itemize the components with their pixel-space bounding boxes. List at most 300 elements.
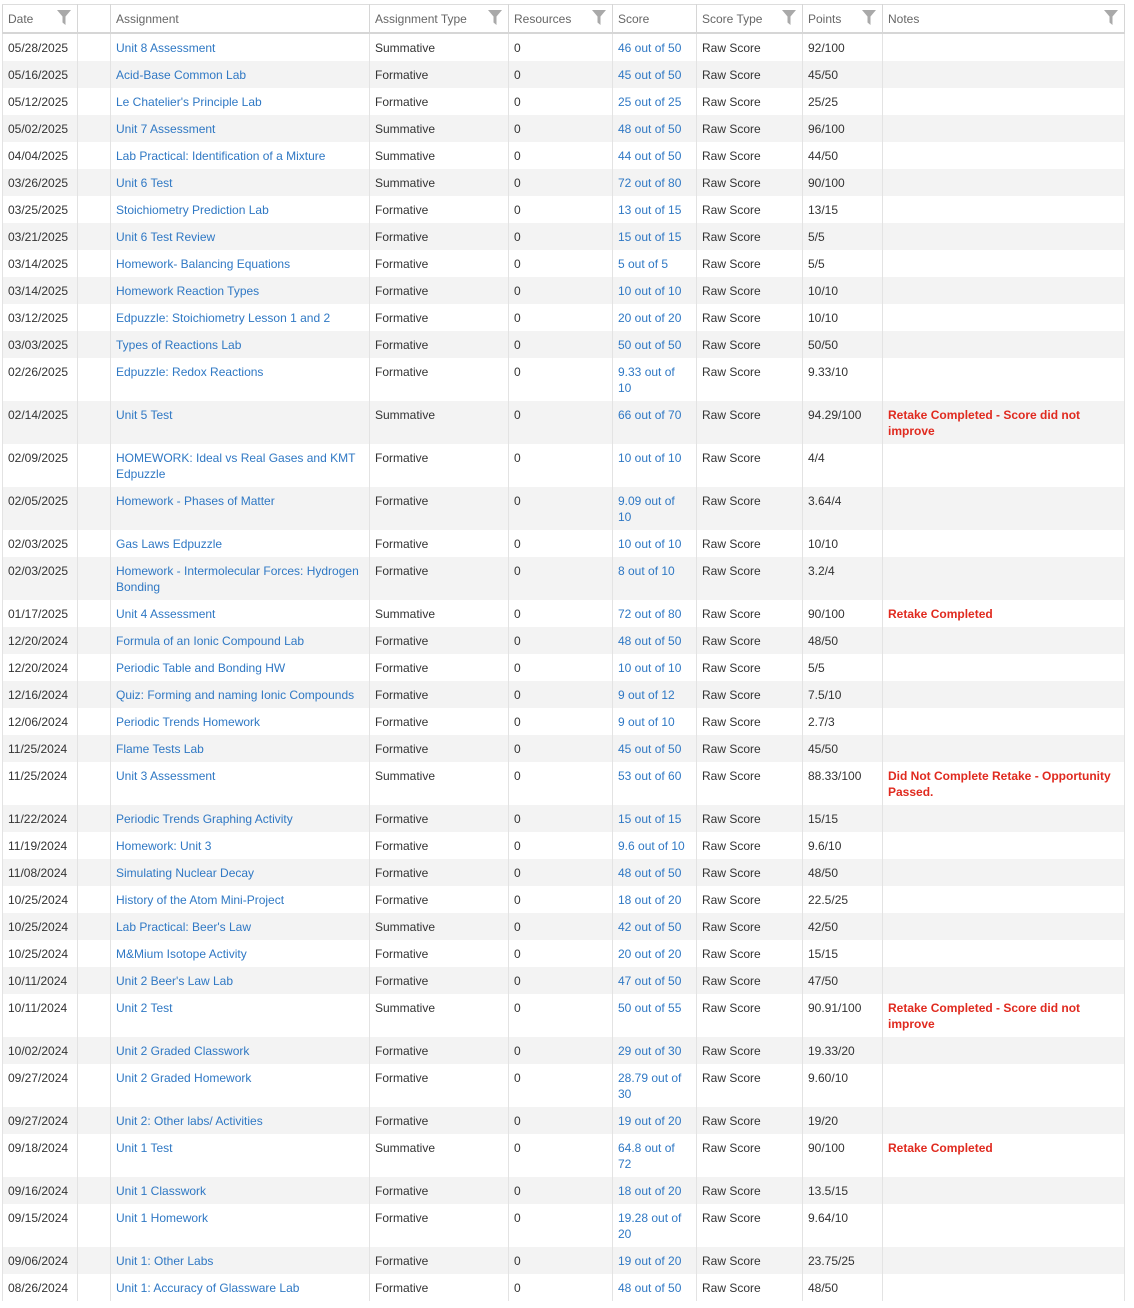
assignment-cell <box>111 33 370 61</box>
score-type-cell <box>697 994 803 1037</box>
score-type-cell: Raw Score <box>702 1254 761 1268</box>
score-cell <box>613 223 697 250</box>
resources-cell: 0 <box>514 866 521 880</box>
assignment-link[interactable]: Lab Practical: Beer's Law <box>116 920 252 934</box>
points-cell: 10/10 <box>808 537 839 551</box>
points-cell: 22.5/25 <box>808 893 849 907</box>
assignment-link[interactable]: Quiz: Forming and naming Ionic Compounds <box>116 688 355 702</box>
resources-cell <box>509 735 613 762</box>
points-cell <box>803 196 883 223</box>
blank-cell <box>78 886 111 913</box>
date-cell <box>3 859 78 886</box>
score-link[interactable]: 15 out of 15 <box>618 230 682 244</box>
date-cell: 05/12/2025 <box>8 95 69 109</box>
assignment-type-cell <box>370 967 509 994</box>
assignment-link[interactable]: Unit 8 Assessment <box>116 41 216 55</box>
assignment-type-cell: Formative <box>375 634 429 648</box>
assignment-type-cell: Summative <box>375 176 436 190</box>
table-row <box>3 1204 1125 1247</box>
score-type-cell <box>697 530 803 557</box>
assignment-link[interactable]: Stoichiometry Prediction Lab <box>116 203 269 217</box>
score-link[interactable]: 72 out of 80 <box>618 607 682 621</box>
resources-cell: 0 <box>514 537 521 551</box>
score-link[interactable]: 10 out of 10 <box>618 284 682 298</box>
score-cell <box>613 331 697 358</box>
resources-cell: 0 <box>514 149 521 163</box>
points-cell: 9.64/10 <box>808 1211 849 1225</box>
date-cell <box>3 805 78 832</box>
assignment-type-cell <box>370 557 509 600</box>
date-cell <box>3 1274 78 1301</box>
score-cell <box>613 196 697 223</box>
score-type-cell: Raw Score <box>702 311 761 325</box>
score-type-cell <box>697 401 803 444</box>
score-link[interactable]: 20 out of 20 <box>618 947 682 961</box>
points-cell: 50/50 <box>808 338 839 352</box>
score-link[interactable]: 45 out of 50 <box>618 742 682 756</box>
assignment-type-cell <box>370 1274 509 1301</box>
header-assignment[interactable] <box>111 5 370 34</box>
resources-cell <box>509 487 613 530</box>
assignment-type-cell <box>370 115 509 142</box>
score-link[interactable]: 29 out of 30 <box>618 1044 682 1058</box>
header-notes[interactable] <box>883 5 1125 34</box>
score-link[interactable]: 48 out of 50 <box>618 122 682 136</box>
assignment-link[interactable]: Unit 5 Test <box>116 408 173 422</box>
assignment-link[interactable]: Unit 4 Assessment <box>116 607 216 621</box>
table-row <box>3 115 1125 142</box>
date-cell: 12/06/2024 <box>8 715 69 729</box>
blank-cell <box>78 627 111 654</box>
date-cell <box>3 1247 78 1274</box>
score-cell <box>613 1247 697 1274</box>
score-link[interactable]: 48 out of 50 <box>618 1281 682 1295</box>
table-row <box>3 940 1125 967</box>
resources-cell <box>509 708 613 735</box>
points-cell <box>803 33 883 61</box>
date-cell: 10/02/2024 <box>8 1044 69 1058</box>
score-link[interactable]: 13 out of 15 <box>618 203 682 217</box>
assignment-link[interactable]: Unit 1 Test <box>116 1141 173 1155</box>
assignment-type-cell <box>370 223 509 250</box>
points-cell <box>803 142 883 169</box>
header-resources[interactable] <box>509 5 613 34</box>
assignment-link[interactable]: Edpuzzle: Redox Reactions <box>116 365 264 379</box>
header-date-label: Date <box>8 11 34 26</box>
assignment-cell <box>111 886 370 913</box>
resources-cell <box>509 223 613 250</box>
assignment-link[interactable]: History of the Atom Mini-Project <box>116 893 285 907</box>
score-type-cell <box>697 832 803 859</box>
score-cell <box>613 681 697 708</box>
score-type-cell <box>697 967 803 994</box>
resources-cell <box>509 115 613 142</box>
assignment-type-cell: Summative <box>375 920 436 934</box>
assignment-link[interactable]: Acid-Base Common Lab <box>116 68 247 82</box>
blank-cell <box>78 444 111 487</box>
assignment-type-cell: Formative <box>375 68 429 82</box>
assignment-link[interactable]: Unit 1 Classwork <box>116 1184 207 1198</box>
score-link[interactable]: 50 out of 55 <box>618 1001 682 1015</box>
assignment-type-cell <box>370 401 509 444</box>
score-cell <box>613 487 697 530</box>
score-link[interactable]: 28.79 out of 30 <box>618 1071 682 1101</box>
date-cell <box>3 487 78 530</box>
score-link[interactable]: 10 out of 10 <box>618 661 682 675</box>
score-link[interactable]: 9.6 out of 10 <box>618 839 685 853</box>
score-link[interactable]: 25 out of 25 <box>618 95 682 109</box>
assignment-type-cell <box>370 169 509 196</box>
assignment-link[interactable]: Unit 2 Beer's Law Lab <box>116 974 234 988</box>
points-cell: 19.33/20 <box>808 1044 855 1058</box>
funnel-icon[interactable] <box>862 10 876 25</box>
score-link[interactable]: 64.8 out of 72 <box>618 1141 675 1171</box>
score-type-cell <box>697 681 803 708</box>
date-cell: 11/19/2024 <box>8 839 68 853</box>
assignment-link[interactable]: Types of Reactions Lab <box>116 338 242 352</box>
score-link[interactable]: 20 out of 20 <box>618 311 682 325</box>
assignment-link[interactable]: Homework- Balancing Equations <box>116 257 291 271</box>
score-link[interactable]: 9.33 out of 10 <box>618 365 675 395</box>
points-cell: 15/15 <box>808 947 839 961</box>
blank-cell <box>78 654 111 681</box>
assignment-type-cell: Summative <box>375 1141 436 1155</box>
assignment-cell <box>111 735 370 762</box>
resources-cell: 0 <box>514 1211 521 1225</box>
assignment-link[interactable]: Unit 2 Test <box>116 1001 173 1015</box>
score-link[interactable]: 72 out of 80 <box>618 176 682 190</box>
score-type-cell <box>697 1247 803 1274</box>
assignment-link[interactable]: Edpuzzle: Stoichiometry Lesson 1 and 2 <box>116 311 331 325</box>
header-date[interactable] <box>3 5 78 34</box>
score-type-cell: Raw Score <box>702 176 761 190</box>
assignment-type-cell <box>370 1064 509 1107</box>
score-type-cell <box>697 142 803 169</box>
date-cell <box>3 940 78 967</box>
assignment-type-cell <box>370 762 509 805</box>
notes-cell <box>883 169 1125 196</box>
date-cell: 05/16/2025 <box>8 68 69 82</box>
assignment-type-cell: Formative <box>375 866 429 880</box>
blank-cell <box>78 401 111 444</box>
assignment-link[interactable]: M&Mium Isotope Activity <box>116 947 247 961</box>
score-link[interactable]: 18 out of 20 <box>618 1184 682 1198</box>
score-link[interactable]: 9.09 out of 10 <box>618 494 675 524</box>
score-type-cell: Raw Score <box>702 365 761 379</box>
points-cell <box>803 277 883 304</box>
score-cell <box>613 859 697 886</box>
assignment-link[interactable]: Homework: Unit 3 <box>116 839 212 853</box>
date-cell <box>3 1177 78 1204</box>
points-cell: 90/100 <box>808 176 845 190</box>
blank-cell <box>78 1134 111 1177</box>
points-cell: 45/50 <box>808 742 839 756</box>
resources-cell <box>509 444 613 487</box>
points-cell <box>803 681 883 708</box>
assignment-type-cell: Summative <box>375 149 436 163</box>
assignment-link[interactable]: Homework - Intermolecular Forces: Hydrogen Bonding <box>116 564 359 594</box>
notes-cell <box>883 913 1125 940</box>
score-link[interactable]: 9 out of 12 <box>618 688 675 702</box>
assignment-type-cell <box>370 859 509 886</box>
resources-cell <box>509 940 613 967</box>
score-type-cell <box>697 169 803 196</box>
date-cell: 09/18/2024 <box>8 1141 69 1155</box>
assignment-link[interactable]: Unit 1: Accuracy of Glassware Lab <box>116 1281 300 1295</box>
assignment-link[interactable]: Homework Reaction Types <box>116 284 260 298</box>
table-row <box>3 654 1125 681</box>
resources-cell <box>509 1177 613 1204</box>
score-cell <box>613 967 697 994</box>
assignment-link[interactable]: Simulating Nuclear Decay <box>116 866 255 880</box>
score-type-cell: Raw Score <box>702 149 761 163</box>
assignment-cell <box>111 88 370 115</box>
score-link[interactable]: 10 out of 10 <box>618 537 682 551</box>
score-type-cell: Raw Score <box>702 1141 761 1155</box>
assignment-cell <box>111 708 370 735</box>
points-cell: 23.75/25 <box>808 1254 855 1268</box>
resources-cell <box>509 832 613 859</box>
date-cell <box>3 681 78 708</box>
score-type-cell: Raw Score <box>702 564 761 578</box>
notes-cell: Retake Completed <box>888 607 993 621</box>
header-notes-label: Notes <box>888 11 920 26</box>
table-row <box>3 1134 1125 1177</box>
score-cell <box>613 805 697 832</box>
resources-cell <box>509 88 613 115</box>
funnel-icon[interactable] <box>1104 10 1118 25</box>
notes-cell <box>883 331 1125 358</box>
points-cell <box>803 401 883 444</box>
resources-cell <box>509 33 613 61</box>
table-row <box>3 557 1125 600</box>
score-type-cell: Raw Score <box>702 866 761 880</box>
score-link[interactable]: 18 out of 20 <box>618 893 682 907</box>
blank-cell <box>78 913 111 940</box>
resources-cell: 0 <box>514 1001 521 1015</box>
assignment-link[interactable]: Unit 1: Other Labs <box>116 1254 214 1268</box>
points-cell: 90/100 <box>808 1141 845 1155</box>
points-cell <box>803 627 883 654</box>
blank-cell <box>78 88 111 115</box>
header-assignment-type[interactable] <box>370 5 509 34</box>
assignment-type-cell: Formative <box>375 688 429 702</box>
assignment-link[interactable]: Lab Practical: Identification of a Mixture <box>116 149 326 163</box>
score-cell <box>613 115 697 142</box>
resources-cell: 0 <box>514 920 521 934</box>
score-link[interactable]: 44 out of 50 <box>618 149 682 163</box>
assignment-link[interactable]: Periodic Trends Graphing Activity <box>116 812 293 826</box>
resources-cell <box>509 627 613 654</box>
notes-cell <box>883 487 1125 530</box>
assignment-link[interactable]: Unit 6 Test <box>116 176 173 190</box>
assignment-type-cell: Summative <box>375 122 436 136</box>
assignment-link[interactable]: Periodic Table and Bonding HW <box>116 661 286 675</box>
date-cell: 09/16/2024 <box>8 1184 69 1198</box>
table-row <box>3 1274 1125 1301</box>
funnel-icon[interactable] <box>57 10 71 25</box>
date-cell <box>3 61 78 88</box>
assignment-link[interactable]: Le Chatelier's Principle Lab <box>116 95 262 109</box>
score-type-cell: Raw Score <box>702 1071 761 1085</box>
score-link[interactable]: 10 out of 10 <box>618 451 682 465</box>
score-type-cell <box>697 940 803 967</box>
blank-cell <box>78 1204 111 1247</box>
score-cell <box>613 444 697 487</box>
table-row <box>3 250 1125 277</box>
blank-cell <box>78 1037 111 1064</box>
score-type-cell: Raw Score <box>702 1001 761 1015</box>
score-link[interactable]: 47 out of 50 <box>618 974 682 988</box>
points-cell: 9.6/10 <box>808 839 842 853</box>
table-row <box>3 886 1125 913</box>
score-type-cell <box>697 358 803 401</box>
table-row <box>3 627 1125 654</box>
assignment-cell <box>111 627 370 654</box>
score-link[interactable]: 8 out of 10 <box>618 564 675 578</box>
points-cell <box>803 1274 883 1301</box>
resources-cell <box>509 654 613 681</box>
assignment-type-cell <box>370 331 509 358</box>
score-link[interactable]: 5 out of 5 <box>618 257 669 271</box>
score-link[interactable]: 46 out of 50 <box>618 41 682 55</box>
assignment-type-cell <box>370 886 509 913</box>
assignment-link[interactable]: Homework - Phases of Matter <box>116 494 275 508</box>
score-link[interactable]: 48 out of 50 <box>618 866 682 880</box>
assignment-cell <box>111 444 370 487</box>
resources-cell: 0 <box>514 1114 521 1128</box>
score-cell <box>613 994 697 1037</box>
points-cell: 90.91/100 <box>808 1001 862 1015</box>
header-score[interactable] <box>613 5 697 34</box>
funnel-icon[interactable] <box>488 10 502 25</box>
score-type-cell <box>697 250 803 277</box>
points-cell <box>803 331 883 358</box>
resources-cell <box>509 530 613 557</box>
assignment-link[interactable]: Gas Laws Edpuzzle <box>116 537 223 551</box>
notes-cell <box>883 1274 1125 1301</box>
points-cell: 5/5 <box>808 257 825 271</box>
funnel-icon[interactable] <box>592 10 606 25</box>
date-cell: 01/17/2025 <box>8 607 69 621</box>
date-cell <box>3 401 78 444</box>
header-points[interactable] <box>803 5 883 34</box>
header-assignment-type-label: Assignment Type <box>375 11 467 26</box>
score-link[interactable]: 66 out of 70 <box>618 408 682 422</box>
points-cell <box>803 859 883 886</box>
date-cell <box>3 1107 78 1134</box>
assignment-cell <box>111 223 370 250</box>
assignment-link[interactable]: Unit 2 Graded Homework <box>116 1071 252 1085</box>
table-row <box>3 277 1125 304</box>
assignment-type-cell <box>370 708 509 735</box>
assignment-link[interactable]: Unit 2: Other labs/ Activities <box>116 1114 263 1128</box>
assignment-cell <box>111 1274 370 1301</box>
date-cell: 02/03/2025 <box>8 537 69 551</box>
score-cell <box>613 762 697 805</box>
points-cell <box>803 250 883 277</box>
score-cell <box>613 33 697 61</box>
assignment-cell <box>111 304 370 331</box>
assignment-link[interactable]: Unit 2 Graded Classwork <box>116 1044 250 1058</box>
date-cell: 11/25/2024 <box>8 769 68 783</box>
blank-cell <box>78 832 111 859</box>
assignment-link[interactable]: HOMEWORK: Ideal vs Real Gases and KMT Edpuzzle <box>116 451 356 481</box>
resources-cell <box>509 859 613 886</box>
blank-cell <box>78 557 111 600</box>
score-link[interactable]: 42 out of 50 <box>618 920 682 934</box>
blank-cell <box>78 61 111 88</box>
score-type-cell: Raw Score <box>702 338 761 352</box>
score-type-cell <box>697 654 803 681</box>
assignment-cell <box>111 487 370 530</box>
score-link[interactable]: 53 out of 60 <box>618 769 682 783</box>
resources-cell: 0 <box>514 1071 521 1085</box>
blank-cell <box>78 1274 111 1301</box>
resources-cell: 0 <box>514 257 521 271</box>
points-cell: 48/50 <box>808 1281 839 1295</box>
resources-cell: 0 <box>514 1141 521 1155</box>
score-type-cell: Raw Score <box>702 257 761 271</box>
resources-cell <box>509 61 613 88</box>
score-cell <box>613 358 697 401</box>
assignment-type-cell <box>370 444 509 487</box>
score-link[interactable]: 15 out of 15 <box>618 812 682 826</box>
score-link[interactable]: 9 out of 10 <box>618 715 675 729</box>
date-cell: 04/04/2025 <box>8 149 69 163</box>
header-score-type[interactable] <box>697 5 803 34</box>
date-cell: 12/20/2024 <box>8 634 69 648</box>
date-cell <box>3 1134 78 1177</box>
score-type-cell <box>697 1134 803 1177</box>
score-cell <box>613 557 697 600</box>
assignment-type-cell: Formative <box>375 893 429 907</box>
assignment-link[interactable]: Unit 3 Assessment <box>116 769 216 783</box>
blank-cell <box>78 196 111 223</box>
date-cell: 11/25/2024 <box>8 742 68 756</box>
score-link[interactable]: 50 out of 50 <box>618 338 682 352</box>
score-link[interactable]: 48 out of 50 <box>618 634 682 648</box>
assignment-link[interactable]: Formula of an Ionic Compound Lab <box>116 634 305 648</box>
score-link[interactable]: 45 out of 50 <box>618 68 682 82</box>
date-cell: 02/09/2025 <box>8 451 69 465</box>
resources-cell <box>509 967 613 994</box>
score-link[interactable]: 19 out of 20 <box>618 1114 682 1128</box>
assignment-link[interactable]: Flame Tests Lab <box>116 742 204 756</box>
assignment-link[interactable]: Unit 1 Homework <box>116 1211 209 1225</box>
score-cell <box>613 627 697 654</box>
assignment-link[interactable]: Unit 7 Assessment <box>116 122 216 136</box>
assignment-link[interactable]: Unit 6 Test Review <box>116 230 216 244</box>
funnel-icon[interactable] <box>782 10 796 25</box>
resources-cell <box>509 994 613 1037</box>
points-cell: 3.64/4 <box>808 494 842 508</box>
resources-cell: 0 <box>514 1281 521 1295</box>
points-cell <box>803 304 883 331</box>
points-cell <box>803 967 883 994</box>
points-cell <box>803 1064 883 1107</box>
resources-cell: 0 <box>514 122 521 136</box>
assignment-type-cell: Formative <box>375 95 429 109</box>
assignment-link[interactable]: Periodic Trends Homework <box>116 715 261 729</box>
score-link[interactable]: 19 out of 20 <box>618 1254 682 1268</box>
points-cell <box>803 805 883 832</box>
blank-cell <box>78 277 111 304</box>
table-row <box>3 1037 1125 1064</box>
points-cell: 15/15 <box>808 812 839 826</box>
resources-cell <box>509 805 613 832</box>
score-link[interactable]: 19.28 out of 20 <box>618 1211 682 1241</box>
